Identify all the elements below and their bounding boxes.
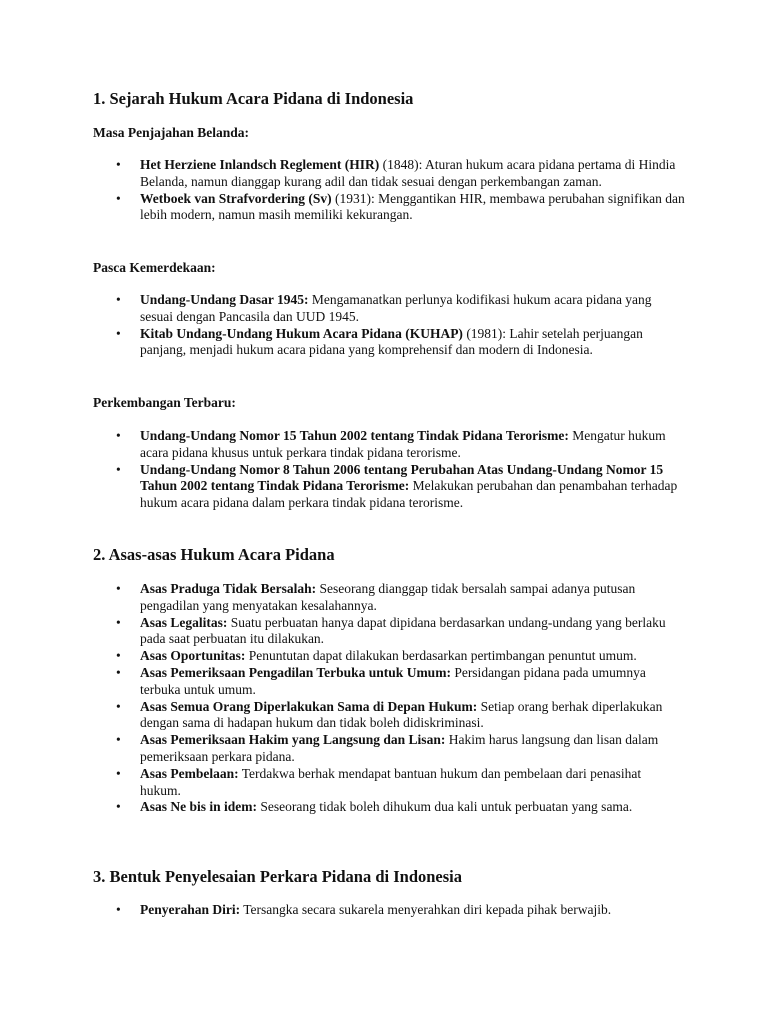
bullet-icon: • <box>116 664 121 680</box>
item-desc: Persidangan pidana pada umumnya terbuka untuk umum. <box>140 664 646 697</box>
bullet-icon: • <box>116 581 121 596</box>
item-desc: Melakukan perubahan dan penambahan terhadap hukum acara pidana dalam perkara tindak pidana terorisme. <box>140 478 678 511</box>
item-desc: (1981): Lahir setelah perjuangan panjang, menjadi hukum acara pidana yang komprehensif dan modern di Indonesia. <box>140 325 643 358</box>
list-item <box>0 581 685 615</box>
subsection-heading: Pasca Kemerdekaan: <box>93 260 216 275</box>
bullet-icon: • <box>116 292 121 307</box>
section-heading: 3. Bentuk Penyelesaian Perkara Pidana di Indonesia <box>93 867 463 886</box>
item-desc: (1848): Aturan hukum acara pidana pertama di Hindia Belanda, namun dianggap kurang adil dan tidak sesuai dengan perkembangan zaman. <box>140 157 676 189</box>
item-term: Asas Pemeriksaan Pengadilan Terbuka untuk Umum: <box>140 664 451 680</box>
item-desc: Tersangka secara sukarela menyerahkan diri kepada pihak berwajib. <box>240 902 612 917</box>
bullet-icon: • <box>116 732 121 748</box>
list-item <box>0 902 685 919</box>
bullet-icon: • <box>116 157 121 172</box>
bullet-list <box>0 581 768 816</box>
subsection-heading: Masa Penjajahan Belanda: <box>93 125 250 140</box>
item-desc: Mengatur hukum acara pidana khusus untuk perkara tindak pidana terorisme. <box>140 428 666 460</box>
item-term: Asas Ne bis in idem: <box>140 799 258 815</box>
bullet-list <box>0 292 768 359</box>
bullet-icon: • <box>116 190 121 206</box>
list-item <box>0 615 685 649</box>
item-term: Undang-Undang Nomor 15 Tahun 2002 tentang Tindak Pidana Terorisme: <box>140 428 569 443</box>
list-item <box>0 799 685 816</box>
bullet-list <box>0 157 768 224</box>
item-desc: (1931): Menggantikan HIR, membawa perubahan signifikan dan lebih modern, namun masih memiliki kekurangan. <box>140 190 685 223</box>
item-term: Asas Praduga Tidak Bersalah: <box>140 581 317 596</box>
list-item <box>0 157 685 191</box>
item-term: Asas Oportunitas: <box>140 648 246 664</box>
bullet-icon: • <box>116 902 121 917</box>
list-item <box>0 292 685 326</box>
item-term: Kitab Undang-Undang Hukum Acara Pidana (KUHAP) <box>140 325 463 341</box>
item-desc: Setiap orang berhak diperlakukan dengan sama di hadapan hukum dan tidak boleh didiskriminasi. <box>140 698 663 731</box>
item-term: Asas Pemeriksaan Hakim yang Langsung dan Lisan: <box>140 732 446 748</box>
item-desc: Seseorang tidak boleh dihukum dua kali untuk perbuatan yang sama. <box>257 799 633 815</box>
section-heading: 1. Sejarah Hukum Acara Pidana di Indonesia <box>93 89 414 108</box>
item-term: Asas Legalitas: <box>140 614 228 630</box>
bullet-icon: • <box>116 325 121 341</box>
list-item <box>0 191 685 225</box>
bullet-list <box>0 902 768 919</box>
item-term: Asas Pembelaan: <box>140 765 239 781</box>
list-item <box>0 699 685 733</box>
bullet-icon: • <box>116 614 121 630</box>
bullet-icon: • <box>116 428 121 443</box>
list-item <box>0 665 685 699</box>
item-term: Undang-Undang Dasar 1945: <box>140 292 309 307</box>
item-desc: Suatu perbuatan hanya dapat dipidana berdasarkan undang-undang yang berlaku pada saat perbuatan itu dilakukan. <box>140 614 666 647</box>
list-item <box>0 648 685 665</box>
list-item <box>0 732 685 766</box>
item-term: Het Herziene Inlandsch Reglement (HIR) <box>140 157 380 172</box>
item-desc: Mengamanatkan perlunya kodifikasi hukum acara pidana yang sesuai dengan Pancasila dan UUD 1945. <box>140 292 652 324</box>
bullet-list <box>0 428 768 512</box>
subsection-heading: Perkembangan Terbaru: <box>93 395 236 410</box>
bullet-icon: • <box>116 461 121 477</box>
list-item <box>0 462 685 512</box>
item-desc: Penuntutan dapat dilakukan berdasarkan pertimbangan penuntut umum. <box>245 648 637 664</box>
bullet-icon: • <box>116 698 121 714</box>
list-item <box>0 428 685 462</box>
item-desc: Terdakwa berhak mendapat bantuan hukum dan pembelaan dari penasihat hukum. <box>140 765 642 798</box>
item-desc: Hakim harus langsung dan lisan dalam pemeriksaan perkara pidana. <box>140 732 659 764</box>
item-term: Wetboek van Strafvordering (Sv) <box>140 190 332 206</box>
bullet-icon: • <box>116 648 121 664</box>
bullet-icon: • <box>116 765 121 781</box>
item-term: Undang-Undang Nomor 8 Tahun 2006 tentang Perubahan Atas Undang-Undang Nomor 15 Tahun 2002 tentang Tindak Pidana Terorisme: <box>140 461 664 494</box>
list-item <box>0 766 685 800</box>
list-item <box>0 326 685 360</box>
item-desc: Seseorang dianggap tidak bersalah sampai adanya putusan pengadilan yang menyatakan kesalahannya. <box>140 581 636 613</box>
section-heading: 2. Asas-asas Hukum Acara Pidana <box>93 545 335 564</box>
item-term: Penyerahan Diri: <box>140 902 241 917</box>
bullet-icon: • <box>116 799 121 815</box>
item-term: Asas Semua Orang Diperlakukan Sama di Depan Hukum: <box>140 698 478 714</box>
